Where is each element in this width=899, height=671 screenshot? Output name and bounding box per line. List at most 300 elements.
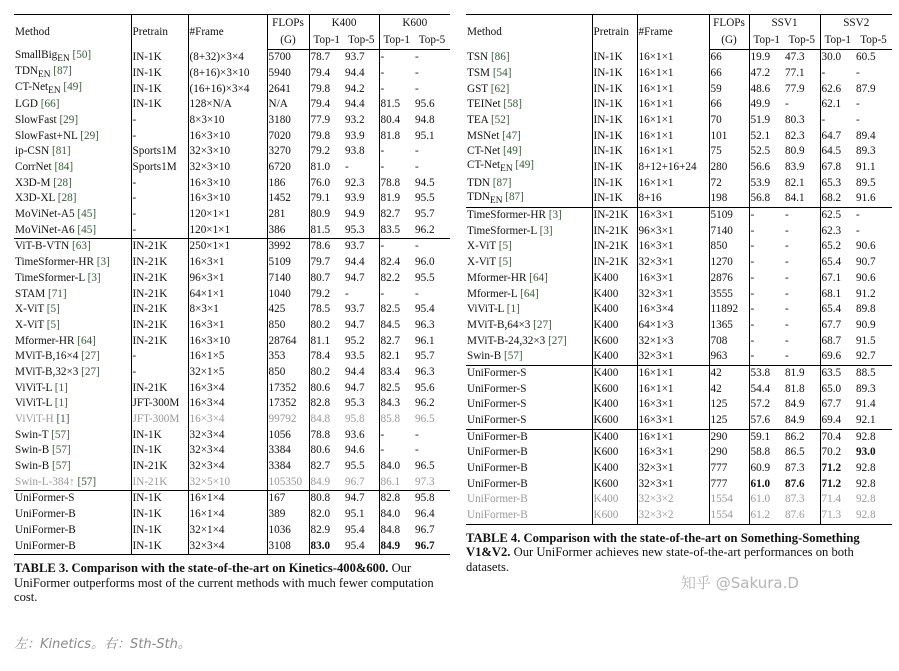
pretrain-cell: IN-1K — [131, 428, 188, 444]
method-cell — [14, 81, 131, 97]
table-row — [14, 286, 450, 302]
method-subscript: EN — [490, 195, 503, 206]
frame-cell: 16×3×4 — [637, 302, 709, 318]
table-row — [466, 176, 892, 192]
flops-cell: 386 — [267, 223, 309, 239]
method-subscript: EN — [500, 164, 513, 175]
table-row — [14, 538, 450, 554]
top1-a-cell: 53.9 — [750, 176, 771, 189]
bottom-note: 左：Kinetics。右：Sth-Sth。 — [14, 637, 191, 652]
citation-ref: [1] — [54, 397, 68, 410]
citation-ref: [50] — [72, 49, 92, 62]
top5-a-cell: 80.3 — [784, 113, 820, 129]
method-name: TimeSformer-L — [467, 224, 537, 237]
citation-ref: [27] — [81, 365, 100, 378]
top1-b-cell: 70.2 — [821, 446, 842, 459]
top5-a-cell: 84.1 — [784, 191, 820, 207]
citation-ref: [1] — [56, 413, 70, 426]
method-cell — [466, 349, 592, 365]
method-name: SlowFast+NL — [15, 129, 78, 142]
method-cell — [466, 97, 592, 113]
flops-cell: 1554 — [709, 492, 749, 508]
frame-cell: 16×1×4 — [188, 491, 267, 507]
citation-ref: [45] — [77, 208, 97, 221]
flops-cell: 3180 — [267, 113, 309, 129]
citation-ref: [3] — [87, 271, 101, 284]
flops-cell: 186 — [267, 176, 309, 192]
pretrain-cell: IN-1K — [131, 97, 188, 113]
table3-caption — [14, 561, 450, 605]
frame-cell: 16×3×1 — [637, 239, 709, 255]
top1-a-cell: - — [750, 224, 755, 237]
top5-b-cell: 60.5 — [856, 51, 876, 64]
citation-ref: [27] — [548, 334, 567, 347]
table4-caption-body: Our UniFormer achieves new state-of-the-art performances on both datasets. — [466, 545, 854, 574]
top1-b-cell: 84.0 — [380, 460, 401, 473]
table4-caption — [466, 531, 892, 575]
flops-cell: 3384 — [267, 443, 309, 459]
top1-a-cell: 82.8 — [310, 397, 331, 410]
method-name: ViViT-L — [467, 303, 504, 316]
top1-b-cell: 82.7 — [380, 334, 401, 347]
header-flops: FLOPs — [709, 15, 749, 33]
citation-ref: [27] — [533, 318, 552, 331]
citation-ref: [47] — [502, 129, 521, 142]
pretrain-cell: K400 — [592, 349, 637, 365]
pretrain-cell: IN-21K — [592, 239, 637, 255]
table-row — [466, 365, 892, 381]
top5-a-cell: 93.8 — [344, 144, 379, 160]
method-name: Swin-B — [15, 444, 50, 457]
top5-a-cell: 77.9 — [784, 81, 820, 97]
frame-cell: 32×3×1 — [637, 255, 709, 271]
flops-cell: 6720 — [267, 160, 309, 176]
method-cell — [466, 81, 592, 97]
method-name: TSN — [467, 50, 489, 63]
method-cell — [466, 128, 592, 144]
top1-a-cell: 79.2 — [310, 287, 331, 300]
top5-a-cell: 94.4 — [344, 255, 379, 271]
header-k600: K600 — [379, 15, 450, 33]
method-name: ViViT-H — [15, 413, 54, 426]
top5-a-cell: 95.1 — [344, 507, 379, 523]
method-name: TSM — [467, 66, 491, 79]
flops-cell: 17352 — [267, 396, 309, 412]
method-name: X-ViT — [467, 256, 496, 269]
top1-b-cell: 67.8 — [821, 161, 842, 174]
pretrain-cell: IN-21K — [131, 333, 188, 349]
table-row — [14, 176, 450, 192]
top1-a-cell: - — [750, 256, 755, 269]
top5-b-cell: 92.8 — [855, 508, 892, 524]
top5-a-cell: 93.2 — [344, 113, 379, 129]
top5-b-cell: 95.7 — [415, 208, 435, 221]
citation-ref: [63] — [72, 240, 91, 253]
top1-a-cell: 84.9 — [310, 475, 331, 488]
method-name: UniFormer-S — [467, 382, 527, 395]
pretrain-cell: - — [131, 349, 188, 365]
top1-b-cell: - — [380, 82, 385, 95]
top5-a-cell: 94.9 — [344, 207, 379, 223]
flops-cell: 290 — [709, 429, 749, 445]
top5-b-cell: - — [415, 428, 419, 441]
pretrain-cell: IN-21K — [131, 380, 188, 396]
top5-b-cell: 92.8 — [856, 462, 876, 475]
pretrain-cell: IN-1K — [592, 66, 637, 82]
method-name: UniFormer-B — [467, 509, 528, 522]
header-ssv2: SSV2 — [820, 15, 892, 33]
top1-b-cell: 67.7 — [821, 318, 842, 331]
method-cell — [466, 50, 592, 66]
flops-cell: 66 — [709, 97, 749, 113]
top1-b-cell: - — [380, 145, 385, 158]
table-row — [14, 97, 450, 113]
pretrain-cell: IN-1K — [131, 538, 188, 554]
top1-a-cell: 60.9 — [750, 462, 771, 475]
method-cell — [14, 507, 131, 523]
top5-b-cell: 92.8 — [855, 429, 892, 445]
method-cell — [14, 271, 131, 287]
top1-a-cell: 47.2 — [750, 66, 771, 79]
pretrain-cell: IN-1K — [131, 81, 188, 97]
frame-cell: 16×1×1 — [637, 50, 709, 66]
pretrain-cell: IN-1K — [592, 128, 637, 144]
top1-b-cell: - — [821, 113, 826, 126]
flops-cell: 290 — [709, 445, 749, 461]
pretrain-cell: K400 — [592, 397, 637, 413]
top1-a-cell: 61.2 — [749, 508, 784, 524]
flops-cell: 167 — [267, 491, 309, 507]
top5-a-cell: - — [344, 286, 379, 302]
flops-cell: 5940 — [267, 66, 309, 82]
method-name: UniFormer-B — [15, 508, 76, 521]
pretrain-cell: IN-1K — [131, 66, 188, 82]
citation-ref: [86] — [490, 50, 510, 63]
method-cell — [466, 477, 592, 493]
header-k400-top5: Top-5 — [344, 32, 379, 50]
method-cell — [14, 318, 131, 334]
top5-a-cell: 93.5 — [344, 349, 379, 365]
method-name: MViT-B-24,32×3 — [467, 334, 546, 347]
frame-cell: 32×3×4 — [188, 428, 267, 444]
top1-a-cell: 80.2 — [310, 318, 331, 331]
method-cell — [14, 286, 131, 302]
top1-a-cell: 19.9 — [750, 51, 771, 64]
citation-ref: [64] — [520, 287, 539, 300]
method-cell — [14, 523, 131, 539]
top1-b-cell: 62.3 — [821, 224, 842, 237]
header-flops-unit: (G) — [709, 32, 749, 50]
top1-b-cell: 62.6 — [821, 82, 842, 95]
top1-b-cell: 70.4 — [820, 429, 855, 445]
top1-b-cell: - — [380, 51, 385, 64]
method-cell — [466, 413, 592, 429]
flops-cell: 1365 — [709, 318, 749, 334]
method-name: X3D-XL — [15, 192, 55, 205]
citation-ref: [5] — [46, 303, 60, 316]
top1-b-cell: 82.1 — [380, 350, 401, 363]
top5-b-cell: 96.4 — [415, 508, 435, 521]
method-name: ViT-B-VTN — [15, 240, 70, 253]
top5-b-cell: - — [856, 66, 860, 79]
top5-b-cell: 95.4 — [415, 303, 435, 316]
top1-a-cell: 79.8 — [310, 129, 331, 142]
top1-b-cell: 68.2 — [821, 192, 842, 205]
method-cell — [14, 144, 131, 160]
top5-b-cell: 91.4 — [856, 398, 876, 411]
pretrain-cell: - — [131, 128, 188, 144]
top1-b-cell: 71.2 — [821, 462, 842, 475]
top5-b-cell: 96.2 — [415, 223, 435, 236]
table-row — [466, 413, 892, 429]
top5-b-cell: 96.0 — [415, 256, 435, 269]
method-cell — [14, 128, 131, 144]
method-name: UniFormer-B — [467, 446, 528, 459]
top5-a-cell: 94.2 — [344, 81, 379, 97]
top1-b-cell: 65.3 — [821, 176, 842, 189]
flops-cell: 101 — [709, 128, 749, 144]
top1-a-cell: 61.0 — [750, 493, 771, 506]
pretrain-cell: IN-1K — [131, 507, 188, 523]
table-row — [14, 333, 450, 349]
table-row — [466, 302, 892, 318]
method-cell — [466, 255, 592, 271]
top1-b-cell: 81.5 — [380, 98, 401, 111]
method-cell — [466, 445, 592, 461]
method-name: TDN — [467, 176, 490, 189]
table-row — [14, 191, 450, 207]
frame-cell: 16×3×10 — [188, 176, 267, 192]
flops-cell: 66 — [709, 50, 749, 66]
citation-ref: [28] — [53, 176, 72, 189]
citation-ref: [49] — [502, 145, 522, 158]
top1-b-cell: 71.2 — [821, 477, 842, 490]
top5-b-cell: 91.6 — [856, 192, 876, 205]
top5-b-cell: 96.3 — [415, 318, 435, 331]
something-something-comparison-table — [466, 14, 892, 525]
top1-b-cell: 65.4 — [821, 256, 842, 269]
header-pretrain: Pretrain — [592, 15, 637, 50]
top5-a-cell: 93.6 — [344, 428, 379, 444]
method-cell — [466, 160, 592, 176]
method-name: X-ViT — [15, 303, 44, 316]
top1-a-cell: - — [750, 271, 755, 284]
frame-cell: 64×1×1 — [188, 286, 267, 302]
frame-cell: 16×3×4 — [188, 396, 267, 412]
method-name: TimeSformer-HR — [15, 256, 94, 269]
frame-cell: 128×N/A — [188, 97, 267, 113]
citation-ref: [57] — [51, 428, 70, 441]
frame-cell: 16×3×1 — [637, 271, 709, 287]
top1-b-cell: 83.5 — [380, 223, 401, 236]
table-row — [14, 396, 450, 412]
method-cell — [466, 271, 592, 287]
top5-a-cell: 77.1 — [784, 66, 820, 82]
top1-b-cell: 80.4 — [380, 113, 401, 126]
frame-cell: 32×3×4 — [188, 443, 267, 459]
top5-b-cell: - — [415, 145, 419, 158]
top1-a-cell: 59.1 — [749, 429, 784, 445]
frame-cell: 16×3×1 — [188, 255, 267, 271]
flops-cell: 125 — [709, 397, 749, 413]
frame-cell: 16×1×1 — [637, 66, 709, 82]
method-cell — [466, 397, 592, 413]
top5-b-cell: 89.8 — [856, 303, 876, 316]
top1-a-cell: 78.6 — [309, 239, 344, 255]
frame-cell: 96×3×1 — [188, 271, 267, 287]
method-subscript: EN — [57, 54, 70, 65]
citation-ref: [49] — [63, 81, 83, 93]
top5-b-cell: 96.7 — [415, 523, 435, 536]
pretrain-cell: IN-1K — [592, 50, 637, 66]
top5-a-cell: 94.4 — [344, 66, 379, 82]
top5-b-cell: 92.8 — [856, 477, 876, 490]
sthsth-table-panel — [466, 14, 892, 574]
top5-a-cell: 95.8 — [344, 412, 379, 428]
method-name: Swin-T — [15, 428, 49, 441]
method-cell — [466, 286, 592, 302]
top5-b-cell: 96.2 — [415, 397, 435, 410]
method-name: TEINet — [467, 98, 501, 111]
method-name: Mformer-HR — [467, 271, 527, 284]
pretrain-cell: IN-1K — [592, 81, 637, 97]
top1-b-cell: 81.9 — [380, 192, 401, 205]
top5-a-cell: 95.3 — [344, 396, 379, 412]
pretrain-cell: K400 — [592, 492, 637, 508]
citation-ref: [27] — [81, 350, 100, 363]
table-row — [14, 491, 450, 507]
flops-cell: 850 — [267, 318, 309, 334]
top5-b-cell: - — [414, 239, 450, 255]
frame-cell: 250×1×1 — [188, 239, 267, 255]
top5-a-cell: - — [784, 333, 820, 349]
top5-b-cell: 96.7 — [414, 538, 450, 554]
citation-ref: [84] — [54, 161, 74, 174]
top1-b-cell: 82.5 — [380, 381, 401, 394]
frame-cell: (16+16)×3×4 — [188, 81, 267, 97]
top1-a-cell: 79.7 — [310, 256, 331, 269]
pretrain-cell: IN-21K — [592, 224, 637, 240]
citation-ref: [62] — [490, 82, 510, 95]
method-cell — [466, 365, 592, 381]
top5-b-cell: 96.1 — [415, 334, 435, 347]
flops-cell: 66 — [709, 66, 749, 82]
table-row — [466, 461, 892, 477]
method-cell — [14, 255, 131, 271]
flops-cell: 7020 — [267, 128, 309, 144]
table-row — [466, 224, 892, 240]
flops-cell: 1554 — [709, 508, 749, 524]
top1-b-cell: 69.6 — [821, 350, 842, 363]
top5-b-cell: 92.8 — [856, 493, 876, 506]
method-name: GST — [467, 82, 488, 95]
frame-cell: 16×1×1 — [637, 97, 709, 113]
table-row — [466, 318, 892, 334]
pretrain-cell: - — [131, 176, 188, 192]
header-pretrain: Pretrain — [131, 15, 188, 50]
table-row — [14, 507, 450, 523]
top5-a-cell: 93.9 — [344, 191, 379, 207]
table-row — [14, 302, 450, 318]
pretrain-cell: IN-21K — [131, 286, 188, 302]
top5-a-cell: 96.7 — [344, 475, 379, 491]
table-row — [466, 286, 892, 302]
method-name: CT-Net — [467, 159, 501, 172]
top1-b-cell: 82.7 — [380, 208, 401, 221]
frame-cell: 32×1×3 — [637, 333, 709, 349]
method-cell — [466, 176, 592, 192]
pretrain-cell: IN-21K — [131, 475, 188, 491]
frame-cell: 16×1×5 — [188, 349, 267, 365]
top5-a-cell: - — [784, 349, 820, 365]
top1-a-cell: 48.6 — [750, 82, 771, 95]
frame-cell: 16×1×1 — [637, 81, 709, 97]
method-name: UniFormer-B — [15, 539, 76, 552]
top5-b-cell: 92.1 — [856, 414, 876, 427]
top1-a-cell: - — [750, 350, 755, 363]
top1-a-cell: 78.5 — [310, 303, 331, 316]
citation-ref: [66] — [40, 98, 60, 111]
top5-b-cell: 95.5 — [415, 271, 435, 284]
pretrain-cell: IN-1K — [592, 97, 637, 113]
top1-b-cell: 78.8 — [380, 176, 401, 189]
top1-a-cell: 80.2 — [310, 365, 331, 378]
header-ssv2-top5: Top-5 — [855, 32, 892, 50]
top1-a-cell: - — [749, 207, 784, 223]
top5-a-cell: - — [784, 318, 820, 334]
citation-ref: [87] — [505, 191, 524, 203]
flops-cell: 5109 — [709, 207, 749, 223]
method-name: LGD — [15, 98, 38, 111]
top5-a-cell: - — [784, 286, 820, 302]
flops-cell: 125 — [709, 413, 749, 429]
method-cell — [466, 191, 592, 207]
top1-a-cell: 80.7 — [310, 271, 331, 284]
top5-a-cell: - — [784, 97, 820, 113]
top5-a-cell: 87.3 — [784, 461, 820, 477]
method-name: Mformer-L — [467, 287, 518, 300]
pretrain-cell: - — [131, 223, 188, 239]
method-cell — [14, 443, 131, 459]
top5-b-cell: - — [855, 207, 892, 223]
method-name: SmallBig — [15, 49, 58, 62]
top1-a-cell: 78.8 — [310, 428, 331, 441]
header-k400: K400 — [309, 15, 379, 33]
top5-a-cell: 95.3 — [344, 223, 379, 239]
top1-b-cell: 84.0 — [380, 508, 401, 521]
top1-b-cell: 84.9 — [379, 538, 414, 554]
top5-a-cell: 94.7 — [344, 380, 379, 396]
top1-a-cell: 52.1 — [750, 129, 771, 142]
top5-b-cell: 88.5 — [855, 365, 892, 381]
table-row — [466, 429, 892, 445]
top5-a-cell: 94.4 — [344, 365, 379, 381]
top5-a-cell: 47.3 — [784, 50, 820, 66]
top5-b-cell: 95.1 — [415, 129, 435, 142]
frame-cell: 32×3×4 — [188, 459, 267, 475]
top1-a-cell: 79.2 — [310, 145, 331, 158]
top1-a-cell: 81.0 — [310, 161, 331, 174]
method-name: UniFormer-S — [467, 366, 527, 379]
top1-b-cell: 86.1 — [380, 475, 401, 488]
top5-b-cell: 90.9 — [856, 318, 876, 331]
pretrain-cell: IN-21K — [592, 207, 637, 223]
citation-ref: [57] — [52, 460, 71, 473]
method-name: STAM — [15, 287, 46, 300]
top5-b-cell: - — [415, 51, 419, 64]
header-flops-unit: (G) — [267, 32, 309, 50]
citation-ref: [29] — [80, 129, 99, 142]
